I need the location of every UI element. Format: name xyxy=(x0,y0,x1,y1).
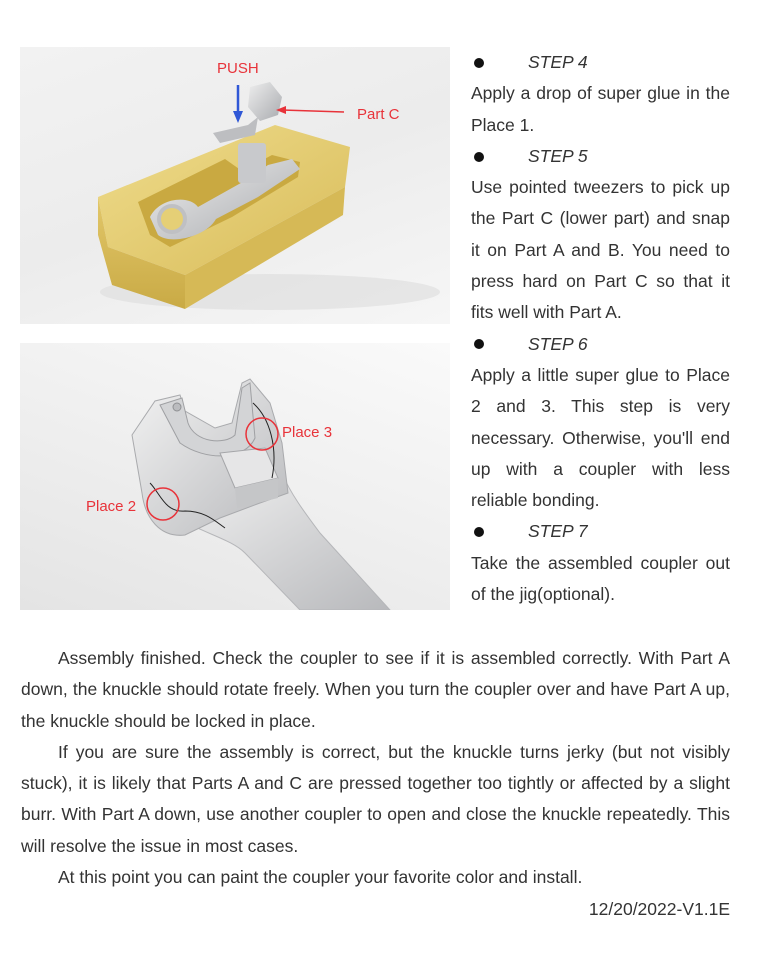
paragraph-paint: At this point you can paint the coupler your favorite color and install. xyxy=(58,867,583,888)
coupler-illustration xyxy=(20,343,450,610)
step-body: Take the assembled coupler out of the jig(optional). xyxy=(471,552,730,605)
step-6 xyxy=(471,329,730,517)
figure-coupler-glue-places xyxy=(20,343,450,610)
paragraph-assembly-finished: Assembly finished. Check the coupler to see if it is assembled correctly. With Part A down, the knuckle should rotate freely. When you turn the coupler over and have Part A up, the knuckle should be locked in place. xyxy=(21,648,730,731)
bullet-icon xyxy=(474,527,484,537)
bullet-icon xyxy=(474,152,484,162)
version-stamp: 12/20/2022-V1.1E xyxy=(588,899,730,919)
step-body: Apply a little super glue to Place 2 and 3. This step is very necessary. Otherwise, you'll end up with a coupler with less reliable bonding. xyxy=(471,364,730,511)
bullet-icon xyxy=(474,339,484,349)
push-label: PUSH xyxy=(217,60,259,77)
jig-illustration xyxy=(20,47,450,324)
step-body: Apply a drop of super glue in the Place 1. xyxy=(471,83,730,135)
place-2-label: Place 2 xyxy=(86,498,137,515)
step-heading xyxy=(471,516,730,547)
step-title: STEP 6 xyxy=(528,333,588,354)
step-title: STEP 7 xyxy=(528,521,588,542)
step-4 xyxy=(471,47,730,141)
bullet-icon xyxy=(474,58,484,68)
steps-list xyxy=(471,47,730,610)
step-title: STEP 4 xyxy=(528,52,588,72)
paragraph-troubleshooting: If you are sure the assembly is correct, but the knuckle turns jerky (but not visibly stuck), it is likely that Parts A and C are pressed together too tightly or affected by a slight burr. With Part A down, use another coupler to open and close the knuckle repeatedly. This will resolve the issue in most cases. xyxy=(21,741,730,856)
step-5 xyxy=(471,141,730,329)
part-c-label: Part C xyxy=(357,106,400,123)
step-7 xyxy=(471,516,730,610)
step-heading xyxy=(471,141,730,172)
body-text xyxy=(21,643,730,893)
step-body: Use pointed tweezers to pick up the Part C (lower part) and snap it on Part A and B. You need to press hard on Part C so that it fits well with Part A. xyxy=(471,177,730,323)
figure-jig-push-part-c xyxy=(20,47,450,324)
step-heading xyxy=(471,47,730,78)
step-title: STEP 5 xyxy=(528,145,588,166)
step-heading xyxy=(471,329,730,360)
place-3-label: Place 3 xyxy=(282,424,333,441)
